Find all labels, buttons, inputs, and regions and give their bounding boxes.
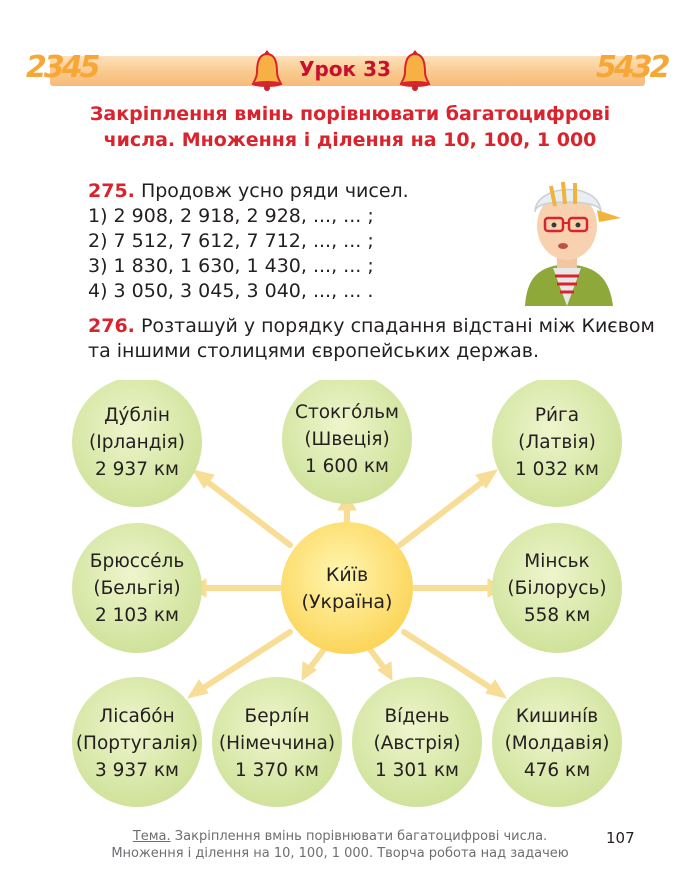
city-label-riga [487,402,627,483]
footer-text: Закріплення вмінь порівнювати багатоцифрові числа. [170,829,548,844]
number-row: 3) 1 830, 1 630, 1 430, ..., ... ; [88,255,374,277]
city-label-dublin [67,402,207,483]
footer-line: Множення і ділення на 10, 100, 1 000. Творча робота над задачею [111,846,569,861]
lesson-title: Урок 33 [299,57,391,81]
boy-illustration [505,166,630,306]
city-name: Ри́га [534,405,580,426]
distance: 558 км [523,605,591,626]
country-name: (Німеччина) [218,733,336,754]
decorative-numbers-left: 2345 [26,50,98,85]
task-text: Продовж усно ряди чисел. [140,180,409,202]
city-name: Ві́день [384,706,450,727]
city-name: Лісабо́н [99,706,175,727]
decorative-numbers-right: 5432 [596,50,668,85]
city-label-vienna [342,703,492,784]
city-label-lisbon [62,703,212,784]
country-name: (Бельгія) [93,578,181,599]
distance: 476 км [523,760,591,781]
distance: 1 301 км [375,760,459,781]
city-name: Ду́блін [104,405,170,426]
task-text: Розташуй у порядку спадання відстані між Києвом [140,315,655,337]
subtitle-line: Закріплення вмінь порівнювати багатоцифрові [89,103,611,125]
task-line [88,314,655,339]
footer-tema-label: Тема. [132,829,171,844]
footer-line [90,828,590,845]
city-label-kyiv [277,562,417,616]
number-row: 1) 2 908, 2 918, 2 928, ..., ... ; [88,205,374,227]
city-label-stockholm [277,399,417,480]
subtitle-line: числа. Множення і ділення на 10, 100, 1 000 [103,129,597,151]
country-name: (Швеція) [304,429,390,450]
city-name: Ки́їв [325,564,369,586]
country-name: (Австрія) [373,733,461,754]
city-name: Мінськ [524,551,590,572]
city-label-chisinau [482,703,632,784]
city-label-brussels [67,548,207,629]
city-label-berlin [202,703,352,784]
task-line: та іншими столицями європейських держав. [88,340,540,362]
city-name: Брюссе́ль [89,551,185,572]
country-name: (Україна) [301,591,393,613]
number-row: 2) 7 512, 7 612, 7 712, ..., ... ; [88,230,374,252]
task-275 [88,179,409,304]
page-number: 107 [606,829,635,847]
task-number: 275. [88,180,135,202]
distance: 2 937 км [95,459,179,480]
task-number: 276. [88,315,135,337]
city-name: Кишині́в [515,706,599,727]
city-label-minsk [487,548,627,629]
task-276 [88,314,655,364]
country-name: (Португалія) [75,733,199,754]
bell-icon [398,48,432,92]
distance: 1 370 км [235,760,319,781]
lesson-subtitle [70,101,630,153]
country-name: (Ірландія) [89,432,185,453]
distance: 2 103 км [95,605,179,626]
bell-icon [250,48,284,92]
distance: 3 937 км [95,760,179,781]
country-name: (Молдавія) [504,733,610,754]
country-name: (Білорусь) [507,578,607,599]
distance: 1 032 км [515,459,599,480]
country-name: (Латвія) [518,432,596,453]
city-name: Стокго́льм [295,402,399,423]
distance: 1 600 км [305,456,389,477]
task-heading [88,179,409,204]
page-footer [90,828,590,862]
city-name: Берлі́н [244,706,310,727]
number-row: 4) 3 050, 3 045, 3 040, ..., ... . [88,280,374,302]
